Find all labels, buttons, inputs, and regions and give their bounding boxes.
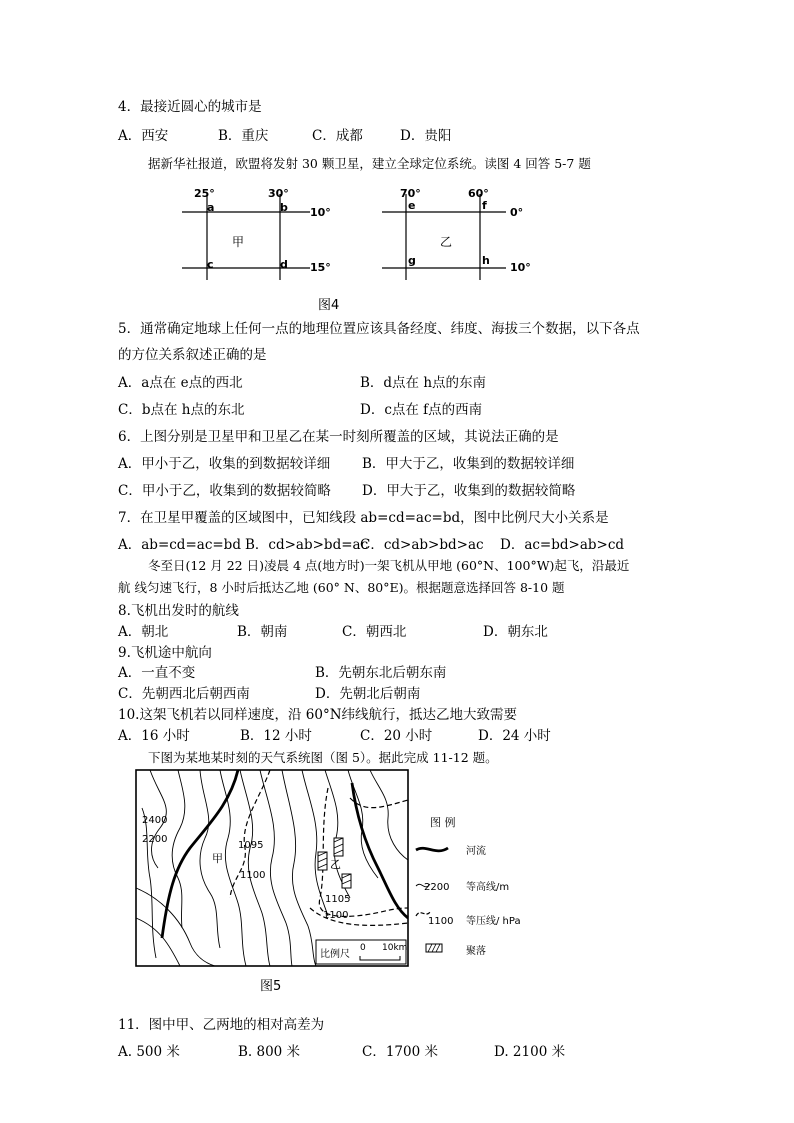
q4-option-b: B．重庆 [218, 128, 269, 144]
q5-option-c: C．b点在 h点的东北 [118, 402, 245, 418]
fig4-point-b: b [280, 201, 288, 214]
q11-option-a: A. 500 米 [118, 1044, 180, 1060]
fig4-yi-label: 乙 [440, 235, 453, 249]
q10-stem: 10.这架飞机若以同样速度，沿 60°N纬线航行，抵达乙地大致需要 [118, 707, 518, 723]
q7-option-d: D．ac=bd>ab>cd [500, 537, 625, 553]
q7-option-a: A．ab=cd=ac=bd [118, 537, 241, 553]
fig4-point-c: c [207, 258, 214, 271]
q10-option-d: D．24 小时 [478, 728, 551, 744]
q9-option-b: B．先朝东北后朝东南 [315, 665, 447, 681]
legend-title: 图 例 [430, 816, 456, 829]
q6-stem: 6．上图分别是卫星甲和卫星乙在某一时刻所覆盖的区域，其说法正确的是 [118, 429, 559, 445]
q5-option-d: D．c点在 f点的西南 [360, 402, 483, 418]
figure-5-caption: 图5 [260, 979, 282, 994]
q9-option-d: D．先朝北后朝南 [315, 686, 421, 702]
isobar-label-1105: 1105 [325, 894, 351, 905]
intro-11-12: 下图为某地某时刻的天气系统图（图 5）。据此完成 11-12 题。 [148, 750, 498, 765]
legend-contour-value: 2200 [424, 882, 450, 893]
q7-option-b: B．cd>ab>bd=ac [245, 537, 369, 553]
fig4-jia-lat-bottom: 15° [310, 261, 331, 274]
q9-stem: 9.飞机途中航向 [118, 645, 212, 661]
fig4-yi-lon-right: 60° [468, 187, 489, 200]
q5-option-a: A．a点在 e点的西北 [118, 375, 243, 391]
q9-option-a: A．一直不变 [118, 665, 196, 681]
q11-option-d: D. 2100 米 [494, 1044, 566, 1060]
q6-option-a: A．甲小于乙，收集的到数据较详细 [118, 456, 331, 472]
legend-contour: 等高线/m [466, 882, 510, 893]
q4-stem: 4．最接近圆心的城市是 [118, 99, 262, 115]
place-jia: 甲 [212, 852, 223, 865]
intro-8-10-line1: 冬至日(12 月 22 日)凌晨 4 点(地方时)一架飞机从甲地 (60°N、100°W)起飞，沿最近 [148, 558, 630, 573]
intro-8-10-line2: 航 线匀速飞行，8 小时后抵达乙地 (60° N、80°E)。根据题意选择回答 8-10 题 [118, 580, 565, 595]
fig4-point-h: h [482, 254, 490, 267]
isobar-label-1100: 1100 [240, 870, 266, 881]
q10-option-a: A．16 小时 [118, 728, 190, 744]
q6-option-c: C．甲小于乙，收集到的数据较简略 [118, 483, 331, 499]
scale-label: 比例尺 [320, 949, 350, 960]
fig4-jia-lat-top: 10° [310, 206, 331, 219]
q11-stem: 11．图中甲、乙两地的相对高差为 [118, 1017, 325, 1033]
figure-5-map [120, 768, 560, 973]
q5-option-b: B．d点在 h点的东南 [360, 375, 487, 391]
fig4-jia-lon-right: 30° [268, 187, 289, 200]
fig4-point-g: g [408, 254, 416, 267]
isobar-label-1095: 1095 [238, 840, 264, 851]
q5-stem-line1: 5．通常确定地球上任何一点的地理位置应该具备经度、纬度、海拔三个数据，以下各点 [118, 321, 640, 337]
legend-village: 聚落 [466, 946, 486, 957]
q7-option-c: C．cd>ab>bd>ac [360, 537, 484, 553]
isobar-label-1100b: 1100 [323, 910, 349, 921]
scale-zero: 0 [360, 943, 366, 953]
q8-option-a: A．朝北 [118, 624, 169, 640]
q6-option-d: D．甲大于乙，收集到的数据较简略 [362, 483, 576, 499]
intro-5-7: 据新华社报道，欧盟将发射 30 颗卫星，建立全球定位系统。读图 4 回答 5-7 题 [148, 156, 591, 171]
q6-option-b: B．甲大于乙，收集到的数据较详细 [362, 456, 575, 472]
q8-option-c: C．朝西北 [342, 624, 407, 640]
q9-option-c: C．先朝西北后朝西南 [118, 686, 250, 702]
q10-option-b: B．12 小时 [240, 728, 312, 744]
legend-river: 河流 [466, 846, 486, 857]
q4-option-c: C．成都 [312, 128, 363, 144]
fig4-jia-lon-left: 25° [194, 187, 215, 200]
q8-option-d: D．朝东北 [483, 624, 548, 640]
q4-option-d: D．贵阳 [400, 128, 452, 144]
q5-stem-line2: 的方位关系叙述正确的是 [118, 347, 267, 363]
q8-stem: 8.飞机出发时的航线 [118, 603, 239, 619]
scale-distance: 10km [382, 943, 408, 953]
fig4-point-e: e [408, 199, 416, 212]
fig4-yi-lon-left: 70° [400, 187, 421, 200]
q11-option-b: B. 800 米 [238, 1044, 301, 1060]
contour-label-2200: 2200 [142, 834, 168, 845]
fig4-point-f: f [482, 199, 487, 212]
fig4-yi-lat-bottom: 10° [510, 261, 531, 274]
figure-4-caption: 图4 [318, 298, 340, 313]
legend-isobar: 等压线/ hPa [466, 916, 521, 927]
q11-option-c: C．1700 米 [362, 1044, 438, 1060]
fig4-point-a: a [207, 201, 215, 214]
legend-isobar-value: 1100 [428, 916, 454, 927]
contour-label-2400: 2400 [142, 815, 168, 826]
q8-option-b: B．朝南 [237, 624, 288, 640]
figure-4-diagram [170, 182, 570, 282]
q4-option-a: A．西安 [118, 128, 169, 144]
q10-option-c: C．20 小时 [360, 728, 433, 744]
fig4-yi-lat-top: 0° [510, 206, 524, 219]
fig4-jia-label: 甲 [232, 235, 245, 249]
fig4-point-d: d [280, 258, 288, 271]
q7-stem: 7．在卫星甲覆盖的区域图中，已知线段 ab=cd=ac=bd，图中比例尺大小关系是 [118, 510, 609, 526]
place-yi: 乙 [330, 858, 341, 871]
